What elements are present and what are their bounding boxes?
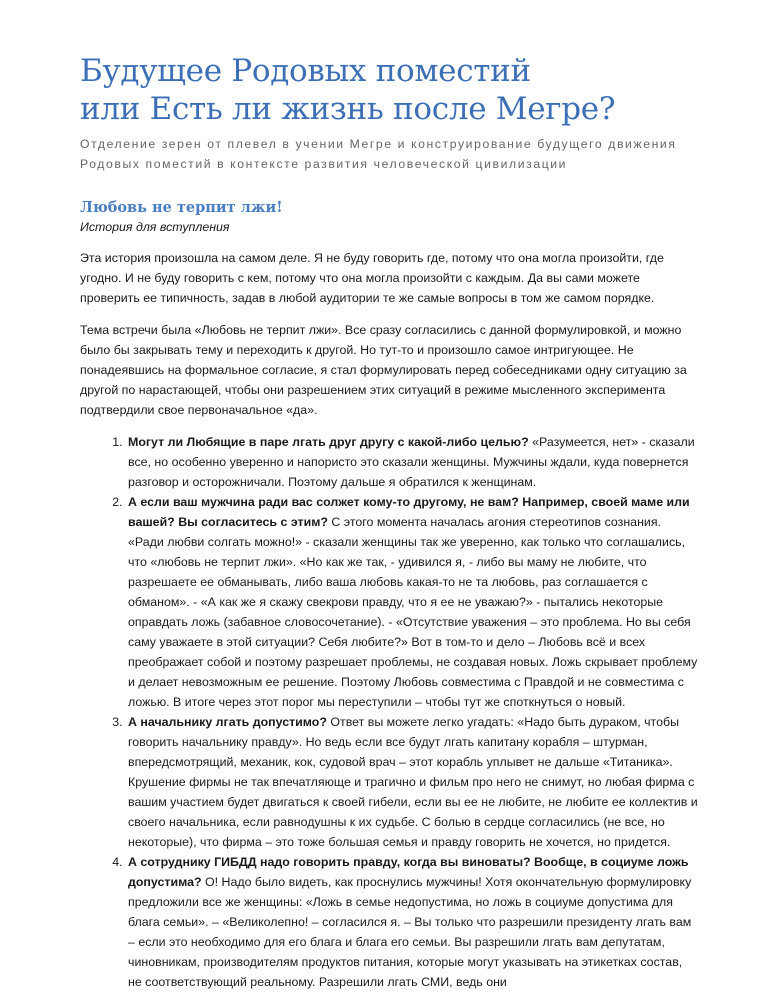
list-item-text: Ответ вы можете легко угадать: «Надо быть дураком, чтобы говорить начальнику правду». Но ведь если все будут лгать капитану корабля – штурман, впередсмотрящий, механик, кок, судовой врач – этот корабль уплывет не дальше «Титаника». Крушение фирмы не так впечатляюще и трагично и фильм про него не снимут, но любая фирма с вашим участием будет двигаться к своей гибели, если вы ее не любите, не любите ее коллектив и своего начальника, если равнодушны к их судьбе. С болью в сердце согласились (не все, но некоторые), что фирма – это тоже большая семья и правду говорить не хочется, но придется. — [128, 715, 698, 849]
title-line-1: Будущее Родовых поместий — [80, 53, 531, 89]
document-title — [80, 52, 698, 128]
list-item-text: О! Надо было видеть, как проснулись мужчины! Хотя окончательную формулировку предложили все же женщины: «Ложь в семье недопустима, но ложь в социуме допустима для блага семьи». – «Великолепно! – согласился я. – Вы только что разрешили президенту лгать вам – если это необходимо для его блага и блага его семьи. Вы разрешили лгать вам депутатам, чиновникам, производителям продуктов питания, которые могут указывать на этикетках состав, не соответствующий реальному. Разрешили лгать СМИ, ведь они — [128, 875, 692, 989]
section-title: Любовь не терпит лжи! — [80, 199, 283, 216]
list-item — [126, 492, 698, 712]
list-item — [126, 712, 698, 852]
list-item — [126, 852, 698, 992]
list-item — [126, 432, 698, 492]
paragraph-intro: Эта история произошла на самом деле. Я не буду говорить где, потому что она могла произойти, где угодно. И не буду говорить с кем, потому что она могла произойти с каждым. Да вы сами можете проверить ее типичность, задав в любой аудитории те же самые вопросы в том же самом порядке. — [80, 251, 664, 305]
document-subtitle — [80, 134, 698, 174]
subtitle-line-2: Родовых поместий в контексте развития человеческой цивилизации — [80, 157, 568, 171]
list-item-question: А если ваш мужчина ради вас солжет кому-то другому, не вам? Например, своей маме или вашей? Вы согласитесь с этим? — [128, 495, 690, 529]
subtitle-line-1: Отделение зерен от плевел в учении Мегре и конструирование будущего движения — [80, 137, 677, 151]
section-subtitle: История для вступления — [80, 220, 230, 234]
question-list — [80, 432, 698, 992]
title-line-2: или Есть ли жизнь после Мегре? — [80, 91, 616, 127]
list-item-text: «Разумеется, нет» - сказали все, но особенно уверенно и напористо это сказали женщины. Мужчины ждали, куда повернется разговор и осторожничали. Поэтому дальше я обратился к женщинам. — [128, 435, 695, 489]
list-item-text: С этого момента началась агония стереотипов сознания. «Ради любви солгать можно!» - сказали женщины так же уверенно, как только что соглашались, что «любовь не терпит лжи». «Но как же так, - удивился я, - либо вы маму не любите, что разрешаете ее обманывать, либо ваша любовь какая-то не та любовь, раз соглашается с обманом». - «А как же я скажу свекрови правду, что я ее не уважаю?» - пытались некоторые оправдать ложь (забавное словосочетание). - «Отсутствие уважения – это проблема. Но вы себя саму уважаете в этой ситуации? Себя любите?» Вот в том-то и дело – Любовь всё и всех преображает собой и поэтому разрешает проблемы, не создавая новых. Ложь скрывает проблему и делает невозможным ее решение. Поэтому Любовь совместима с Правдой и не совместима с ложью. В итоге через этот порог мы переступили – чтобы тут же споткнуться о новый. — [128, 515, 698, 709]
list-item-question: А сотруднику ГИБДД надо говорить правду, когда вы виноваты? Вообще, в социуме ложь допустима? — [128, 855, 689, 889]
list-item-question: Могут ли Любящие в паре лгать друг другу с какой-либо целью? — [128, 435, 529, 449]
paragraph-topic: Тема встречи была «Любовь не терпит лжи». Все сразу согласились с данной формулировкой, и можно было бы закрывать тему и переходить к другой. Но тут-то и произошло самое интригующее. Не понадеявшись на формальное согласие, я стал формулировать перед собеседниками одну ситуацию за другой по нарастающей, чтобы они разрешением этих ситуаций в режиме мысленного эксперимента подтвердили свое первоначальное «да». — [80, 323, 687, 417]
list-item-question: А начальнику лгать допустимо? — [128, 715, 327, 729]
